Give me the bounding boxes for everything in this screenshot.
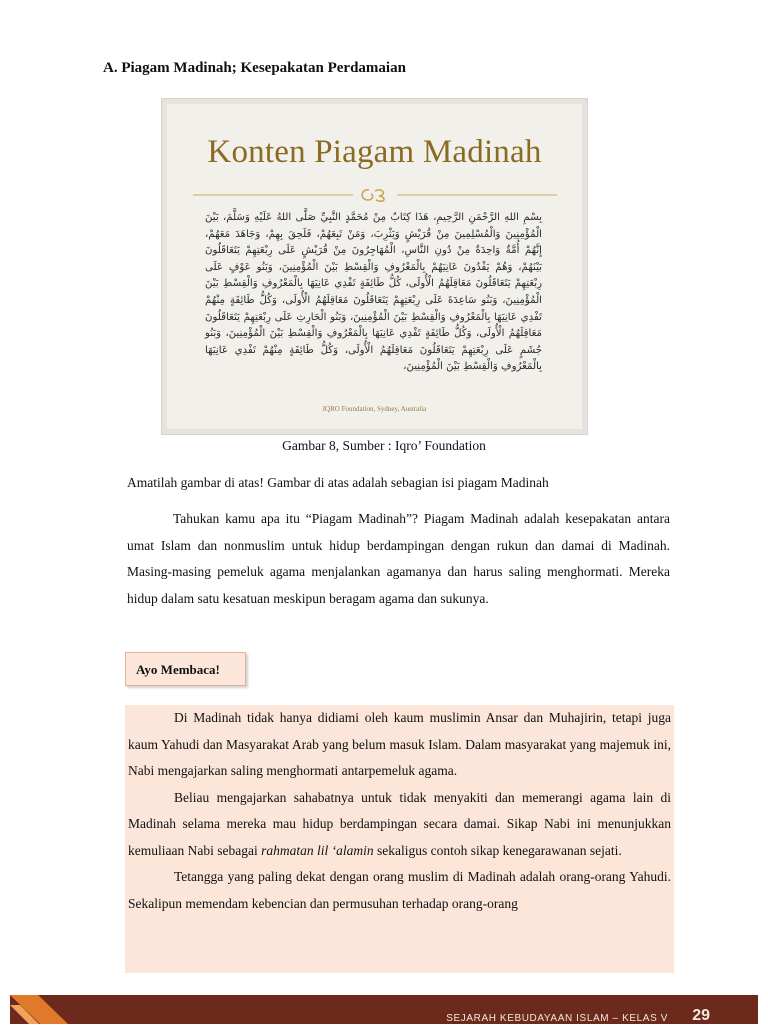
intro-text: Amatilah gambar di atas! Gambar di atas adalah sebagian isi piagam Madinah [127,475,549,490]
reading-paragraph-3: Tetangga yang paling dekat dengan orang muslim di Madinah adalah orang-orang Yahudi. Sekalipun memendam kebencian dan permusuhan terhadap orang-orang [128,869,671,911]
figure-credit: IQRO Foundation, Sydney, Australia [322,405,427,413]
section-heading: A. Piagam Madinah; Kesepakatan Perdamaian [103,60,406,76]
footer-bar [10,995,758,1024]
reading-paragraph-2-start: Beliau mengajarkan sahabatnya untuk tidak menyakiti dan memerangi agama lain di Madinah selama mereka mau hidup berdampingan secara damai. Sikap Nabi ini menunjukkan kemuliaan Nabi sebagai [128,789,671,858]
ayo-membaca-label: Ayo Membaca! [125,652,246,686]
figure-panel [167,104,582,429]
figure-caption: Gambar 8, Sumber : Iqro’ Foundation [282,438,486,453]
figure-title: Konten Piagam Madinah [207,134,542,170]
reading-paragraph-2-end: sekaligus contoh sikap kenegarawanan sejati. [373,842,622,858]
italic-term: rahmatan lil ‘alamin [261,842,374,858]
page-number: 29 [692,1007,710,1024]
reading-box [125,705,674,973]
figure-piagam-madinah [161,98,588,435]
arabic-text: بِسْمِ اللهِ الرَّحْمَنِ الرَّحِيمِ، هَذَا كِتَابٌ مِنْ مُحَمَّدٍ النَّبِيِّ صَلَّى اللهُ عَلَيْهِ وَسَلَّمَ، بَيْنَ الْمُؤْمِنِينَ وَالْمُسْلِمِينَ مِنْ قُرَيْشٍ وَيَثْرِبَ، وَمَنْ تَبِعَهُمْ، فَلَحِقَ بِهِمْ، وَجَاهَدَ مَعَهُمْ، إِنَّهُمْ أُمَّةٌ وَاحِدَةٌ مِنْ دُونِ النَّاسِ، الْمُهَاجِرُونَ مِنْ قُرَيْشٍ عَلَى رِبْعَتِهِمْ يَتَعَاقَلُونَ بَيْنَهُمْ، وَهُمْ يَفْدُونَ عَانِيَهُمْ بِالْمَعْرُوفِ وَالْقِسْطِ بَيْنَ الْمُؤْمِنِينَ، وَبَنُو عَوْفٍ عَلَى رِبْعَتِهِمْ يَتَعَاقَلُونَ مَعَاقِلَهُمُ الْأُولَى، كُلُّ طَائِفَةٍ تَفْدِي عَانِيَهَا بِالْمَعْرُوفِ وَالْقِسْطِ بَيْنَ الْمُؤْمِنِينَ، وَبَنُو سَاعِدَةَ عَلَى رِبْعَتِهِمْ يَتَعَاقَلُونَ مَعَاقِلَهُمُ الْأُولَى، وَكُلُّ طَائِفَةٍ مِنْهُمْ تَفْدِي عَانِيَهَا بِالْمَعْرُوفِ وَالْقِسْطِ بَيْنَ الْمُؤْمِنِينَ، وَبَنُو الْحَارِثِ عَلَى رِبْعَتِهِمْ يَتَعَاقَلُونَ مَعَاقِلَهُمُ الْأُولَى، وَكُلُّ طَائِفَةٍ تَفْدِي عَانِيَهَا بِالْمَعْرُوفِ وَالْقِسْطِ بَيْنَ الْمُؤْمِنِينَ، وَبَنُو جُشَمٍ عَلَى رِبْعَتِهِمْ يَتَعَاقَلُونَ مَعَاقِلَهُمُ الْأُولَى، وَكُلُّ طَائِفَةٍ مِنْهُمْ تَفْدِي عَانِيَهَا بِالْمَعْرُوفِ وَالْقِسْطِ بَيْنَ الْمُؤْمِنِينَ، [205,212,542,373]
reading-paragraph-1: Di Madinah tidak hanya didiami oleh kaum muslimin Ansar dan Muhajirin, tetapi juga kaum Yahudi dan Masyarakat Arab yang belum masuk Islam. Dalam masyarakat yang majemuk ini, Nabi mengajarkan saling menghormati antarpemeluk agama. [128,710,671,778]
reading-paragraph-2 [128,785,671,865]
paragraph-piagam: Tahukan kamu apa itu “Piagam Madinah”? Piagam Madinah adalah kesepakatan antara umat Islam dan nonmuslim untuk hidup berdampingan dengan rukun dan damai di Madinah. Masing-masing pemeluk agama menjalankan agamanya dan harus saling menghormati. Mereka hidup dalam satu kesatuan meskipun beragam agama dan sukunya. [127,511,670,606]
footer-title: SEJARAH KEBUDAYAAN ISLAM – KELAS V [446,1013,668,1024]
chevron-decoration-icon [10,995,70,1024]
ornament-divider-icon [193,186,557,204]
